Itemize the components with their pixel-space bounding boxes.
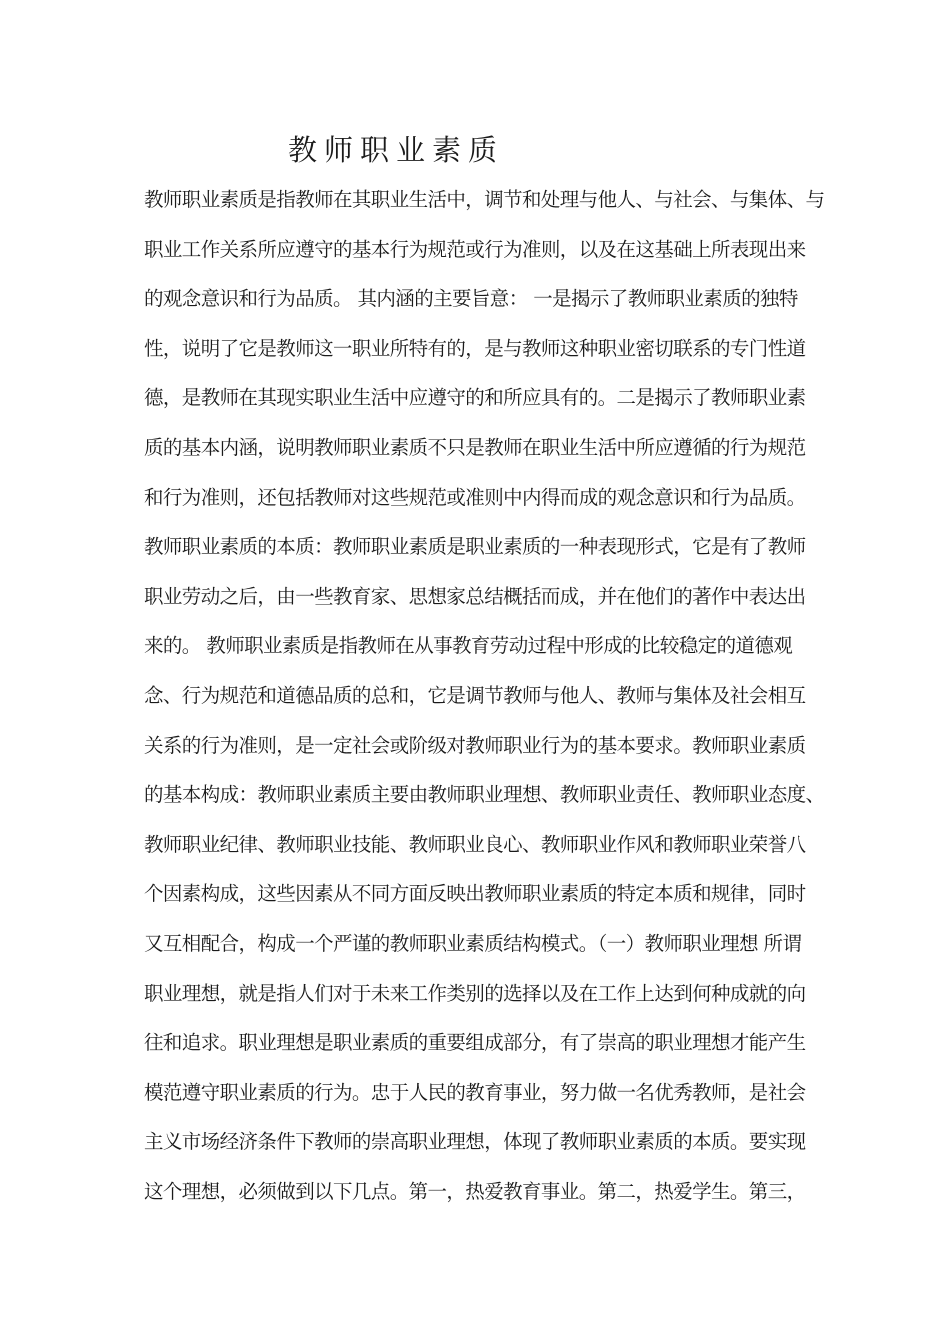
text-line: 和行为准则，还包括教师对这些规范或准则中内得而成的观念意识和行为品质。 bbox=[144, 485, 806, 509]
text-line: 模范遵守职业素质的行为。忠于人民的教育事业，努力做一名优秀教师，是社会 bbox=[144, 1080, 806, 1104]
text-line: 职业工作关系所应遵守的基本行为规范或行为准则，以及在这基础上所表现出来 bbox=[144, 237, 806, 261]
text-line: 个因素构成，这些因素从不同方面反映出教师职业素质的特定本质和规律，同时 bbox=[144, 882, 806, 906]
text-line: 职业理想，就是指人们对于未来工作类别的选择以及在工作上达到何种成就的向 bbox=[144, 981, 806, 1005]
text-line: 念、行为规范和道德品质的总和，它是调节教师与他人、教师与集体及社会相互 bbox=[144, 683, 806, 707]
text-line: 来的。 教师职业素质是指教师在从事教育劳动过程中形成的比较稳定的道德观 bbox=[144, 634, 793, 658]
text-line: 这个理想，必须做到以下几点。第一，热爱教育事业。第二，热爱学生。第三， bbox=[144, 1179, 806, 1203]
text-line: 职业劳动之后，由一些教育家、思想家总结概括而成，并在他们的著作中表达出 bbox=[144, 584, 806, 608]
text-line: 往和追求。职业理想是职业素质的重要组成部分，有了崇高的职业理想才能产生 bbox=[144, 1031, 806, 1055]
text-line: 的观念意识和行为品质。 其内涵的主要旨意： 一是揭示了教师职业素质的独特 bbox=[144, 287, 798, 311]
text-line: 德，是教师在其现实职业生活中应遵守的和所应具有的。二是揭示了教师职业素 bbox=[144, 386, 806, 410]
text-line: 教师职业纪律、教师职业技能、教师职业良心、教师职业作风和教师职业荣誉八 bbox=[144, 832, 806, 856]
text-line: 质的基本内涵，说明教师职业素质不只是教师在职业生活中所应遵循的行为规范 bbox=[144, 435, 806, 459]
text-line: 教师职业素质是指教师在其职业生活中，调节和处理与他人、与社会、与集体、与 bbox=[144, 188, 825, 211]
document-title: 教师职业素质 bbox=[288, 133, 505, 167]
text-line: 性，说明了它是教师这一职业所特有的，是与教师这种职业密切联系的专门性道 bbox=[144, 336, 806, 360]
text-line: 关系的行为准则，是一定社会或阶级对教师职业行为的基本要求。教师职业素质 bbox=[144, 733, 806, 757]
text-line: 又互相配合，构成一个严谨的教师职业素质结构模式。（一）教师职业理想 所谓 bbox=[144, 931, 802, 955]
text-line: 教师职业素质的本质：教师职业素质是职业素质的一种表现形式，它是有了教师 bbox=[144, 535, 806, 559]
text-line: 的基本构成：教师职业素质主要由教师职业理想、教师职业责任、教师职业态度、 bbox=[144, 783, 825, 807]
text-line: 主义市场经济条件下教师的崇高职业理想，体现了教师职业素质的本质。要实现 bbox=[144, 1130, 806, 1154]
document-body bbox=[144, 180, 824, 1221]
